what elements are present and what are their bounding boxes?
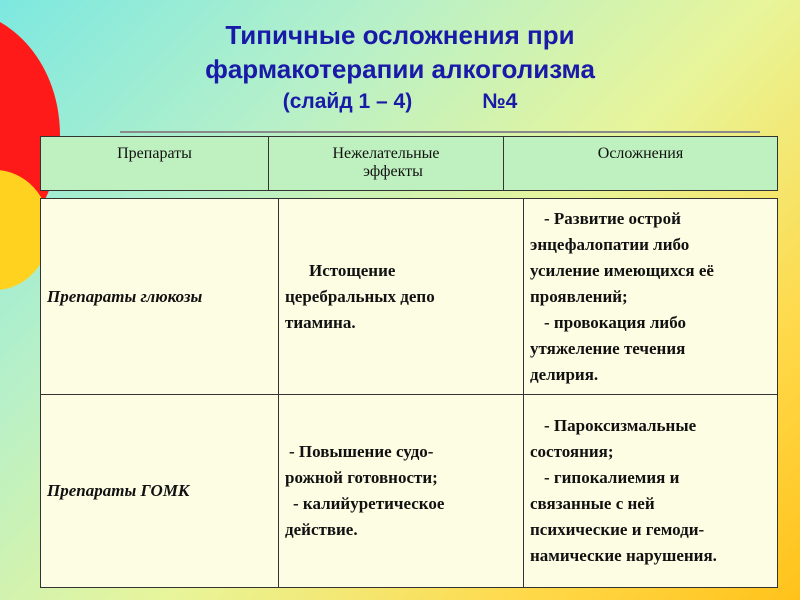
table-row [41,199,778,395]
effect-line: церебральных депо [285,286,435,306]
complications-table [40,198,778,588]
effects-cell [279,395,524,588]
effect-line: рожной готовности; [285,468,438,487]
title-line-2: фармакотерапии алкоголизма [205,54,595,84]
drug-cell: Препараты глюкозы [41,199,279,395]
complication-line: намические нарушения. [530,546,717,565]
complication-line: утяжеление течения [530,338,686,358]
slide-title [0,18,800,118]
complication-line: связанные с ней [530,494,655,513]
effects-cell [279,199,524,395]
complication-line: - Развитие острой [544,208,681,228]
effect-line: - калийуретическое [293,494,445,513]
effect-line: тиамина. [285,312,356,332]
slide-number: №4 [482,90,518,113]
header-complications: Осложнения [504,137,778,191]
header-drugs: Препараты [41,137,269,191]
table-header [40,136,778,191]
title-line-1: Типичные осложнения при [225,20,575,50]
effect-line: действие. [285,520,358,539]
header-effects-line-1: Нежелательные [332,145,440,162]
effect-line: Истощение [309,260,396,280]
effect-line: - Повышение судо- [289,442,434,461]
title-divider [120,131,760,133]
complication-line: энцефалопатии либо [530,234,690,254]
complication-line: делирия. [530,364,599,384]
drug-cell: Препараты ГОМК [41,395,279,588]
complications-cell [524,395,778,588]
header-effects [269,137,504,191]
complication-line: - гипокалиемия и [544,468,680,487]
complication-line: психические и гемоди- [530,520,705,539]
complication-line: состояния; [530,442,614,461]
complication-line: усиление имеющихся её [530,260,714,280]
header-effects-line-2: эффекты [363,163,423,180]
slide-range: (слайд 1 – 4) [282,90,413,113]
complication-line: - Пароксизмальные [544,416,697,435]
complications-cell [524,199,778,395]
complication-line: проявлений; [530,286,628,306]
table-row [41,395,778,588]
complication-line: - провокация либо [544,312,686,332]
title-subtitle-line [0,86,800,118]
